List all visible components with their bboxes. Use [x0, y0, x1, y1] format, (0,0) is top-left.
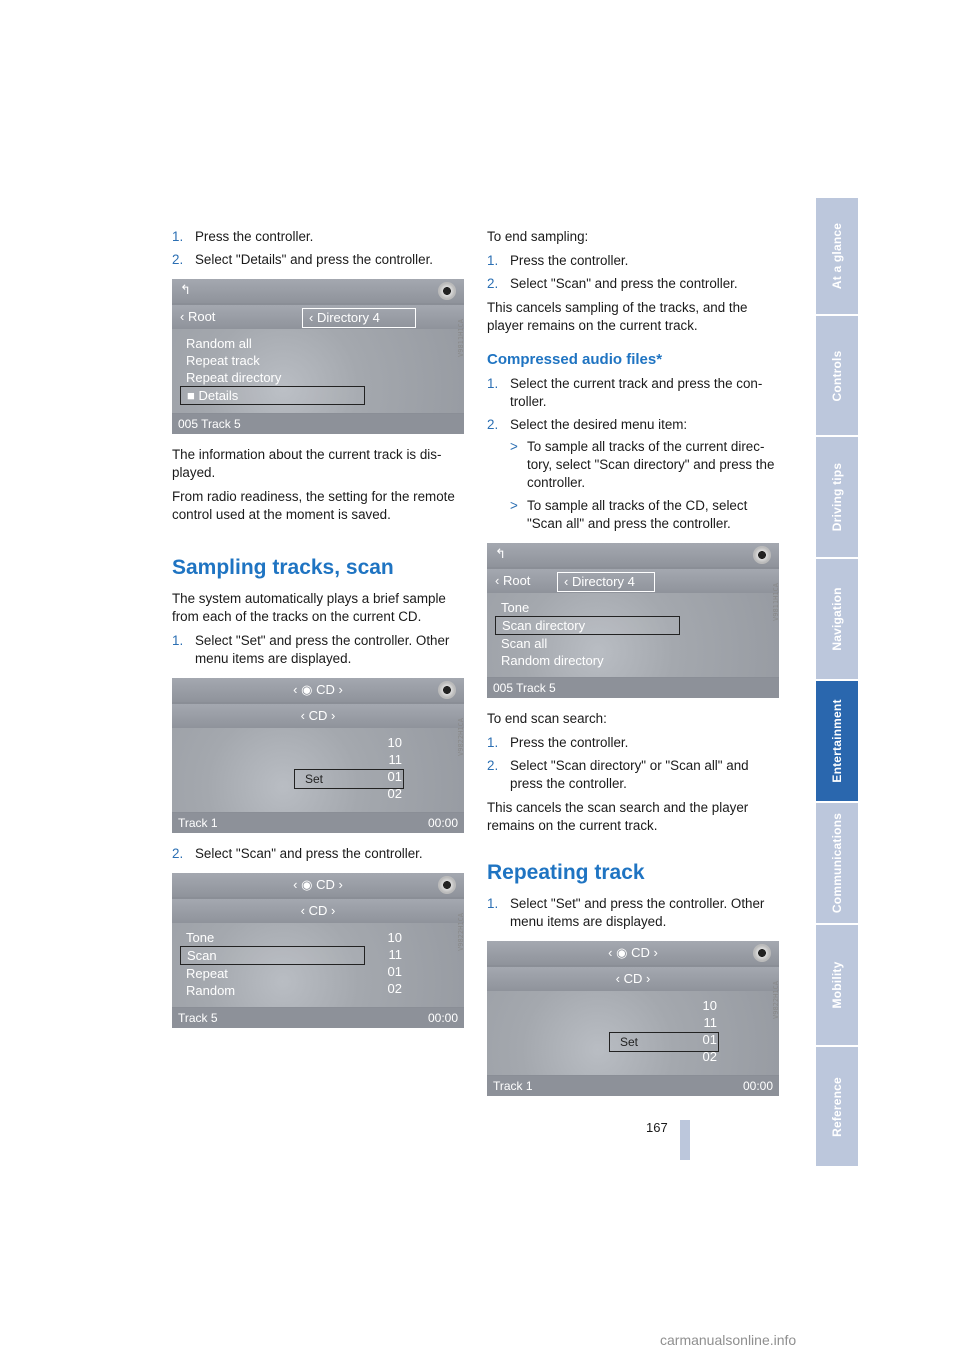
watermark: carmanualsonline.info — [660, 1332, 797, 1348]
tab-at-a-glance[interactable]: At a glance — [816, 198, 858, 316]
right-column: To end sampling: 1. Press the controller. 2. Select "Scan" and press the controller. This cancels sampling of the tracks, and the player remains on the current track. Compressed audio files* 1. Select the current track and press the con-troller. 2. Select the desired menu item: > To sample all tracks of the current direc-tory, select "Scan directory" and press the controller. > To sample all tracks of the CD, select "Scan all" and press the controller. ↰ ‹ Root ‹ Directory 4 Tone Scan directory Scan all Random directory 005 Track 5 V9811H1CA To end scan search: 1. Press the controller. 2. Select "Scan directory" or "Scan all" and press the controller. This cancels the scan search and the player remains on the current track. Repeating track 1. Select "Set" and press the controller. Other menu items are displayed. ‹ ◉ CD › ‹ CD › 10 11 01 02 Set Track 1 00:00 V9822H1CA — [487, 228, 779, 1108]
screen-scan-directory: ↰ ‹ Root ‹ Directory 4 Tone Scan directory Scan all Random directory 005 Track 5 V9811H1CA — [487, 543, 779, 698]
tab-entertainment[interactable]: Entertainment — [816, 681, 858, 803]
tab-driving-tips[interactable]: Driving tips — [816, 437, 858, 559]
details-menu: Random all Repeat track Repeat directory ■ Details — [180, 335, 365, 405]
controller-icon — [438, 282, 456, 300]
controller-icon — [753, 546, 771, 564]
controller-icon — [438, 681, 456, 699]
tab-reference[interactable]: Reference — [816, 1047, 858, 1168]
controller-icon — [438, 876, 456, 894]
tab-controls[interactable]: Controls — [816, 316, 858, 437]
heading-compressed: Compressed audio files* — [487, 351, 663, 368]
back-arrow-icon: ↰ — [180, 282, 191, 297]
controller-icon — [753, 944, 771, 962]
steps-details: 1. Press the controller. 2. Select "Details" and press the controller. — [172, 229, 434, 267]
tab-communications[interactable]: Communications — [816, 803, 858, 925]
left-column: 1. Press the controller. 2. Select "Details" and press the controller. ↰ ‹ Root ‹ Directory 4 Random all Repeat track Repeat directory ■ Details 005 Track 5 V9811H1CA The information about the current track is dis-played. From radio readiness, the setting for the remote control used at the moment is saved. Sampling tracks, scan The system automatically plays a brief sample from each of the tracks on the current CD. 1. Select "Set" and press the controller. Other menu items are displayed. ‹ ◉ CD › ‹ CD › 10 11 01 02 Set Track 1 00:00 V9822H1CA 2. Select "Scan" and press the controller. ‹ ◉ CD › ‹ CD › Tone Scan Repeat Random 10 11 01 02 Track 5 00:00 V9822H1CA — [172, 228, 464, 1040]
heading-sampling: Sampling tracks, scan — [172, 556, 394, 579]
page-marker — [680, 1120, 690, 1160]
heading-repeating: Repeating track — [487, 861, 645, 884]
chapter-tabs — [816, 198, 858, 1168]
screen-repeat-set: ‹ ◉ CD › ‹ CD › 10 11 01 02 Set Track 1 00:00 V9822H1CA — [487, 941, 779, 1096]
screen-scan: ‹ ◉ CD › ‹ CD › Tone Scan Repeat Random 10 11 01 02 Track 5 00:00 V9822H1CA — [172, 873, 464, 1028]
screen-set: ‹ ◉ CD › ‹ CD › 10 11 01 02 Set Track 1 00:00 V9822H1CA — [172, 678, 464, 833]
screen-details: ↰ ‹ Root ‹ Directory 4 Random all Repeat track Repeat directory ■ Details 005 Track 5 V9811H1CA — [172, 279, 464, 434]
page-number: 167 — [646, 1120, 668, 1135]
tab-mobility[interactable]: Mobility — [816, 925, 858, 1047]
tab-navigation[interactable]: Navigation — [816, 559, 858, 681]
back-arrow-icon: ↰ — [495, 546, 506, 561]
